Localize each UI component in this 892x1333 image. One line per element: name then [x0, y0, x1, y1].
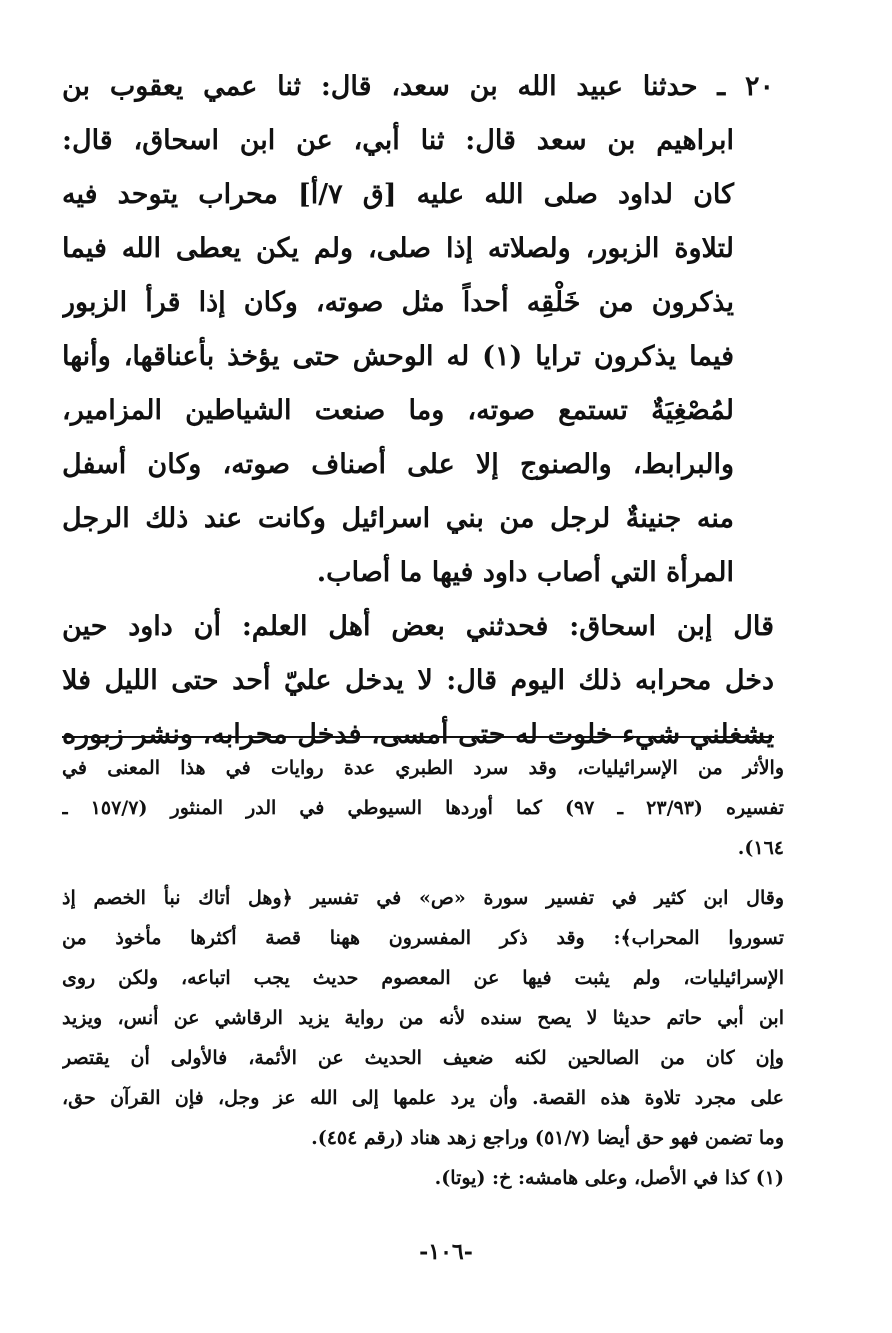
footnote-line: الإسرائيليات، ولم يثبت فيها عن المعصوم حديث يجب اتباعه، ولكن روى	[62, 967, 784, 989]
text-line: قال إبن اسحاق: فحدثني بعض أهل العلم: أن داود حين	[62, 611, 774, 642]
footnote-line: وما تضمن فهو حق أيضا (٥١/٧) وراجع زهد هناد (رقم ٤٥٤).	[311, 1127, 784, 1149]
text-line: يشغلني شيء خلوت له حتى أمسى، فدخل محرابه، ونشر زبوره	[62, 719, 774, 750]
text-line: والبرابط، والصنوج إلا على أصناف صوته، وكان أسفل	[62, 449, 734, 480]
text-line: المرأة التي أصاب داود فيها ما أصاب.	[316, 557, 734, 588]
text-line: يذكرون من خَلْقِه أحداً مثل صوته، وكان إذا قرأ الزبور	[62, 287, 734, 318]
footnote-1: (١) كذا في الأصل، وعلى هامشه: خ: (يوتا).	[434, 1167, 784, 1189]
text-line: ابراهيم بن سعد قال: ثنا أبي، عن ابن اسحاق، قال:	[62, 125, 734, 156]
footnote-line: وقال ابن كثير في تفسير سورة «ص» في تفسير ﴿وهل أتاك نبأ الخصم إذ	[62, 887, 784, 909]
footnote-divider	[62, 736, 774, 738]
footnote-line: على مجرد تلاوة هذه القصة. وأن يرد علمها إلى الله عز وجل، فإن القرآن حق،	[62, 1087, 784, 1109]
footnote-line: والأثر من الإسرائيليات، وقد سرد الطبري عدة روايات في هذا المعنى في	[62, 757, 784, 779]
footnote-line: وإن كان من الصالحين لكنه ضعيف الحديث عن الأئمة، فالأولى أن يقتصر	[62, 1047, 784, 1069]
text-line: ٢٠ ـ حدثنا عبيد الله بن سعد، قال: ثنا عمي يعقوب بن	[62, 71, 774, 102]
footnote-line: تفسيره (٢٣/٩٣ ـ ٩٧) كما أوردها السيوطي في الدر المنثور (١٥٧/٧ ـ	[62, 797, 784, 819]
text-line: دخل محرابه ذلك اليوم قال: لا يدخل عليّ أحد حتى الليل فلا	[62, 665, 774, 696]
footnotes	[62, 748, 784, 1198]
footnote-line: ابن أبي حاتم حديثا لا يصح سنده لأنه من رواية يزيد الرقاشي عن أنس، ويزيد	[62, 1007, 784, 1029]
text-line: لتلاوة الزبور، ولصلاته إذا صلى، ولم يكن يعطى الله فيما	[62, 233, 734, 264]
text-line: منه جنينةٌ لرجل من بني اسرائيل وكانت عند ذلك الرجل	[62, 503, 734, 534]
page-number: -١٠٦-	[419, 1239, 473, 1265]
text-line: لمُصْغِيَةٌ تستمع صوته، وما صنعت الشياطين المزامير،	[62, 395, 734, 426]
footnote-line: ١٦٤).	[737, 837, 784, 859]
text-line: كان لداود صلى الله عليه [ق ٧/أ] محراب يتوحد فيه	[62, 179, 734, 210]
footnote-line: تسوروا المحراب﴾: وقد ذكر المفسرون ههنا قصة أكثرها مأخوذ من	[62, 927, 784, 949]
main-text	[62, 60, 774, 762]
text-line: فيما يذكرون ترايا (١) له الوحش حتى يؤخذ بأعناقها، وأنها	[62, 341, 734, 372]
